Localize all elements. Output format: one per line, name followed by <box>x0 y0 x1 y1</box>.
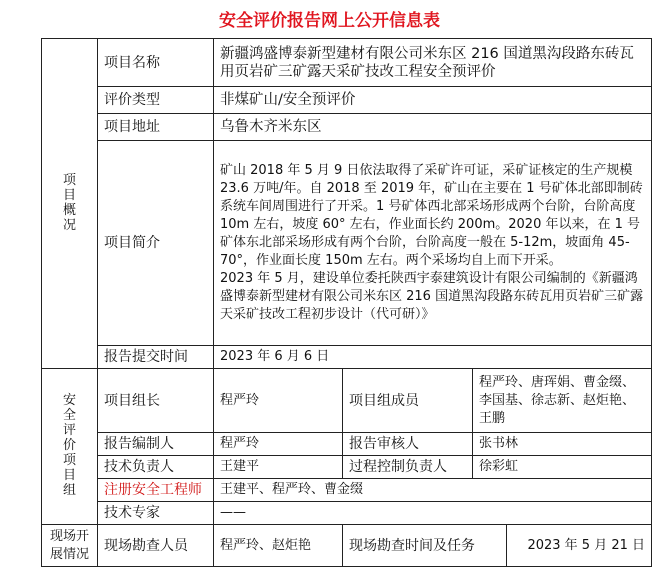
engineer-label: 注册安全工程师 <box>98 479 214 502</box>
site-time-label: 现场勘查时间及任务 <box>343 525 507 567</box>
site-time-value: 2023 年 5 月 21 日 <box>507 525 652 567</box>
expert-label: 技术专家 <box>98 502 214 525</box>
process-lead-value: 徐彩虹 <box>473 456 652 479</box>
site-staff-label: 现场勘查人员 <box>98 525 214 567</box>
row-leader <box>42 369 652 433</box>
members-value: 程严玲、唐珲娟、曹金缀、李国基、徐志新、赵炬艳、王鹏 <box>473 369 652 433</box>
engineer-value: 王建平、程严玲、曹金缀 <box>214 479 652 502</box>
row-summary <box>42 141 652 346</box>
row-submit-time <box>42 346 652 369</box>
summary-paragraph-2: 2023 年 5 月，建设单位委托陕西宇泰建筑设计有限公司编制的《新疆鸿盛博泰新型建材有限公司米东区 216 国道黑沟段路东砖瓦用页岩矿三矿露天采矿技改工程初步设计（代可研）》 <box>220 271 644 322</box>
author-value: 程严玲 <box>214 433 343 456</box>
row-address <box>42 114 652 141</box>
address-value: 乌鲁木齐米东区 <box>214 114 652 141</box>
summary-label: 项目简介 <box>98 141 214 346</box>
address-label: 项目地址 <box>98 114 214 141</box>
row-tech-lead <box>42 456 652 479</box>
row-engineer <box>42 479 652 502</box>
submit-time-value: 2023 年 6 月 6 日 <box>214 346 652 369</box>
tech-lead-label: 技术负责人 <box>98 456 214 479</box>
section-overview <box>42 39 98 369</box>
project-name-label: 项目名称 <box>98 39 214 87</box>
section-team-label: 安全评价项目组 <box>62 393 76 498</box>
summary-value <box>214 141 652 346</box>
row-author <box>42 433 652 456</box>
section-site <box>42 525 98 567</box>
submit-time-label: 报告提交时间 <box>98 346 214 369</box>
info-table <box>41 38 652 567</box>
summary-paragraph-1: 矿山 2018 年 5 月 9 日依法取得了采矿许可证，采矿证核定的生产规模 23.6 万吨/年。自 2018 至 2019 年，矿山在主要在 1 号矿体北部即制砖系统车间周围进行了开采。1 号矿体西北部采场形成两个台阶，台阶高度 10m 左右，坡度 60° 左右，作业面长约 200m。2020 年以来，在 1 号矿体东北部采场形成有两个台阶，台阶高度一般在 5-12m，坡面角 45-70°，作业面长度 150m 左右。两个采场均自上而下开采。 <box>220 163 643 268</box>
row-site <box>42 525 652 567</box>
section-team <box>42 369 98 525</box>
eval-type-label: 评价类型 <box>98 87 214 114</box>
reviewer-value: 张书林 <box>473 433 652 456</box>
leader-value: 程严玲 <box>214 369 343 433</box>
process-lead-label: 过程控制负责人 <box>343 456 473 479</box>
leader-label: 项目组长 <box>98 369 214 433</box>
row-eval-type <box>42 87 652 114</box>
site-staff-value: 程严玲、赵炬艳 <box>214 525 343 567</box>
eval-type-value: 非煤矿山/安全预评价 <box>214 87 652 114</box>
row-expert <box>42 502 652 525</box>
section-overview-label: 项目概况 <box>62 172 76 233</box>
tech-lead-value: 王建平 <box>214 456 343 479</box>
section-site-label: 现场开展情况 <box>49 528 89 562</box>
page-title: 安全评价报告网上公开信息表 <box>219 11 440 31</box>
author-label: 报告编制人 <box>98 433 214 456</box>
members-label: 项目组成员 <box>343 369 473 433</box>
expert-value: —— <box>214 502 652 525</box>
reviewer-label: 报告审核人 <box>343 433 473 456</box>
row-project-name <box>42 39 652 87</box>
project-name-value: 新疆鸿盛博泰新型建材有限公司米东区 216 国道黑沟段路东砖瓦用页岩矿三矿露天采矿技改工程安全预评价 <box>214 39 652 87</box>
